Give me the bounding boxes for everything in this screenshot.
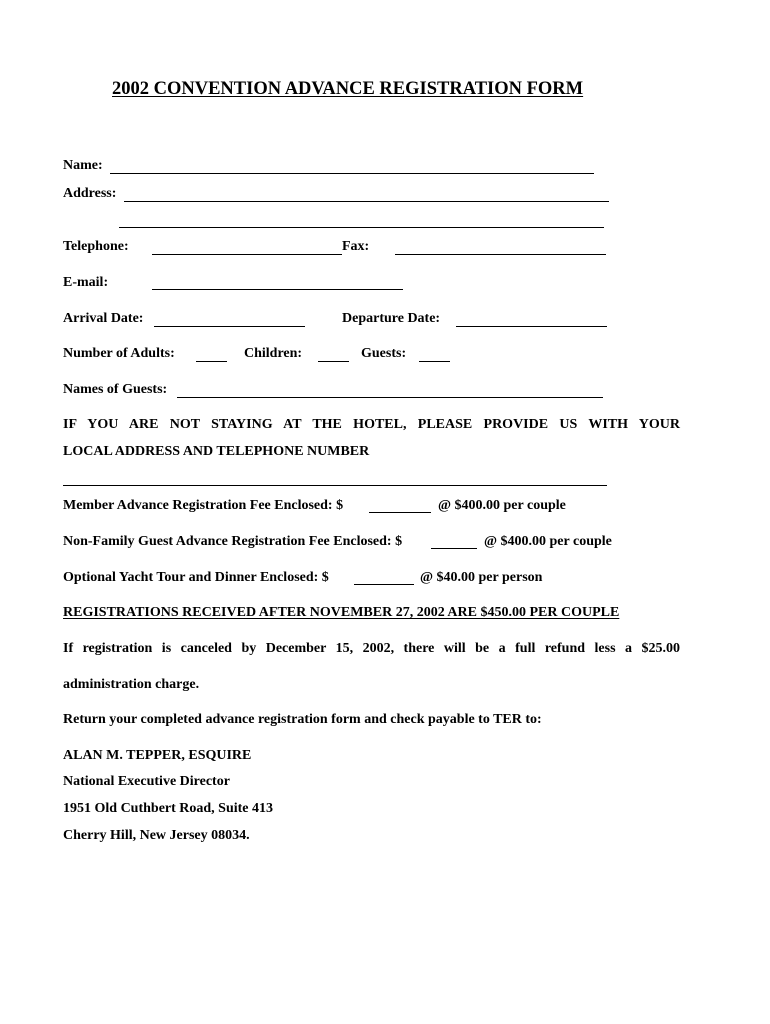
adults-field[interactable] bbox=[196, 361, 227, 362]
fax-field[interactable] bbox=[395, 254, 606, 255]
telephone-field[interactable] bbox=[152, 254, 342, 255]
address-label: Address: bbox=[63, 186, 117, 201]
member-fee-rate: @ $400.00 per couple bbox=[438, 498, 566, 513]
children-label: Children: bbox=[244, 346, 303, 361]
children-field[interactable] bbox=[318, 361, 349, 362]
nonfamily-fee-label: Non-Family Guest Advance Registration Fee Enclosed: $ bbox=[63, 534, 403, 549]
member-fee-field[interactable] bbox=[369, 512, 431, 513]
fax-label: Fax: bbox=[342, 239, 370, 254]
contact-name: ALAN M. TEPPER, ESQUIRE bbox=[63, 748, 252, 763]
yacht-fee-field[interactable] bbox=[354, 584, 414, 585]
yacht-fee-label: Optional Yacht Tour and Dinner Enclosed: $ bbox=[63, 570, 329, 585]
arrival-date-field[interactable] bbox=[154, 326, 305, 327]
page-title: 2002 CONVENTION ADVANCE REGISTRATION FORM bbox=[112, 79, 584, 99]
guest-names-field[interactable] bbox=[177, 397, 603, 398]
departure-date-field[interactable] bbox=[456, 326, 607, 327]
email-field[interactable] bbox=[152, 289, 403, 290]
guests-field[interactable] bbox=[419, 361, 450, 362]
yacht-fee-rate: @ $40.00 per person bbox=[420, 570, 543, 585]
hotel-notice-line2: LOCAL ADDRESS AND TELEPHONE NUMBER bbox=[63, 444, 370, 459]
departure-date-label: Departure Date: bbox=[342, 311, 441, 326]
address-field-line1[interactable] bbox=[124, 201, 609, 202]
contact-street: 1951 Old Cuthbert Road, Suite 413 bbox=[63, 801, 274, 816]
nonfamily-fee-rate: @ $400.00 per couple bbox=[484, 534, 612, 549]
contact-city: Cherry Hill, New Jersey 08034. bbox=[63, 828, 250, 843]
local-address-field[interactable] bbox=[63, 485, 607, 486]
guests-label: Guests: bbox=[361, 346, 407, 361]
member-fee-label: Member Advance Registration Fee Enclosed: $ bbox=[63, 498, 344, 513]
guest-names-label: Names of Guests: bbox=[63, 382, 168, 397]
adults-label: Number of Adults: bbox=[63, 346, 175, 361]
email-label: E-mail: bbox=[63, 275, 109, 290]
hotel-notice-line1: IF YOU ARE NOT STAYING AT THE HOTEL, PLEASE PROVIDE US WITH YOUR bbox=[63, 417, 680, 432]
address-field-line2[interactable] bbox=[119, 227, 604, 228]
telephone-label: Telephone: bbox=[63, 239, 129, 254]
nonfamily-fee-field[interactable] bbox=[431, 548, 477, 549]
return-instruction: Return your completed advance registration form and check payable to TER to: bbox=[63, 712, 542, 727]
arrival-date-label: Arrival Date: bbox=[63, 311, 144, 326]
late-registration-notice: REGISTRATIONS RECEIVED AFTER NOVEMBER 27, 2002 ARE $450.00 PER COUPLE bbox=[63, 605, 620, 620]
refund-policy-line1: If registration is canceled by December 15, 2002, there will be a full refund less a $25.00 bbox=[63, 641, 680, 656]
contact-title: National Executive Director bbox=[63, 774, 230, 789]
refund-policy-line2: administration charge. bbox=[63, 677, 200, 692]
name-label: Name: bbox=[63, 158, 103, 173]
name-field[interactable] bbox=[110, 173, 594, 174]
